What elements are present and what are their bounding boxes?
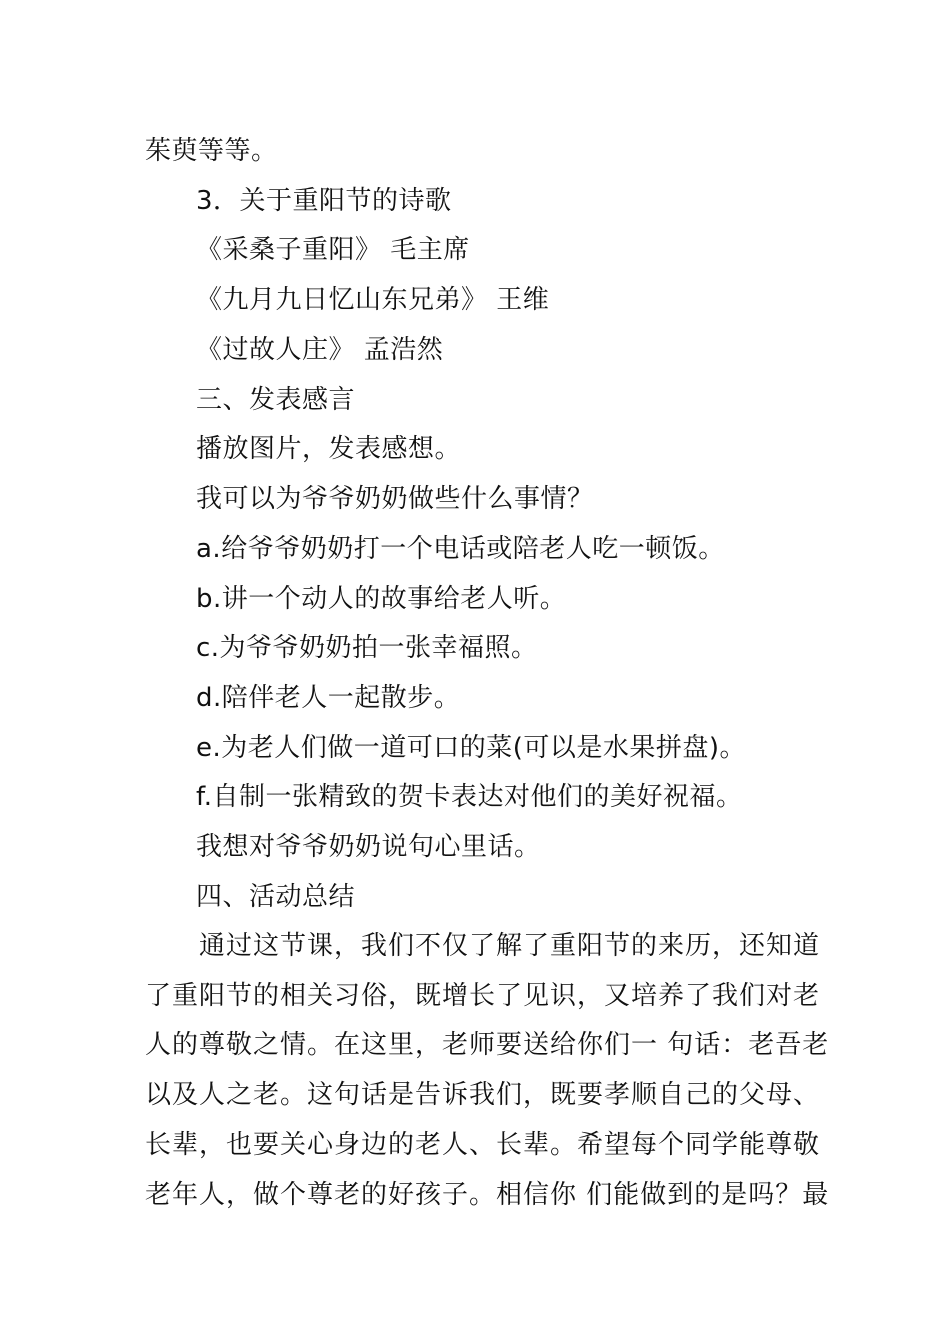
list-item: f.自制一张精致的贺卡表达对他们的美好祝福。 (196, 782, 743, 812)
text-line: 播放图片，发表感想。 (196, 434, 462, 464)
list-item: e.为老人们做一道可口的菜(可以是水果拼盘)。 (196, 733, 747, 763)
list-item: b.讲一个动人的故事给老人听。 (196, 584, 567, 614)
section-heading: 三、发表感言 (196, 385, 356, 415)
section-heading: 四、活动总结 (196, 882, 356, 912)
summary-line: 了重阳节的相关习俗，既增长了见识，又培养了我们对老 (145, 980, 821, 1011)
summary-line: 以及人之老。这句话是告诉我们，既要孝顺自己的父母、 (145, 1080, 821, 1111)
summary-line: 人的尊敬之情。在这里，老师要送给你们一 句话：老吾老 (145, 1030, 830, 1061)
summary-line: 长辈，也要关心身边的老人、长辈。希望每个同学能尊敬 (145, 1129, 821, 1160)
text-line: 我想对爷爷奶奶说句心里话。 (196, 832, 541, 862)
list-item: a.给爷爷奶奶打一个电话或陪老人吃一顿饭。 (196, 534, 725, 564)
section-heading: 3．关于重阳节的诗歌 (196, 186, 452, 216)
summary-line: 通过这节课，我们不仅了解了重阳节的来历，还知道 (145, 931, 821, 961)
poem-item: 《过故人庄》 孟浩然 (196, 335, 444, 365)
poem-item: 《九月九日忆山东兄弟》 王维 (196, 285, 550, 315)
list-item: c.为爷爷奶奶拍一张幸福照。 (196, 633, 538, 663)
summary-line: 老年人，做个尊老的好孩子。相信你 们能做到的是吗？最 (145, 1179, 830, 1210)
text-line: 茱萸等等。 (145, 136, 278, 166)
text-line: 我可以为爷爷奶奶做些什么事情？ (196, 484, 594, 514)
summary-paragraph (145, 922, 830, 1220)
poem-item: 《采桑子重阳》 毛主席 (196, 235, 470, 265)
list-item: d.陪伴老人一起散步。 (196, 683, 461, 713)
